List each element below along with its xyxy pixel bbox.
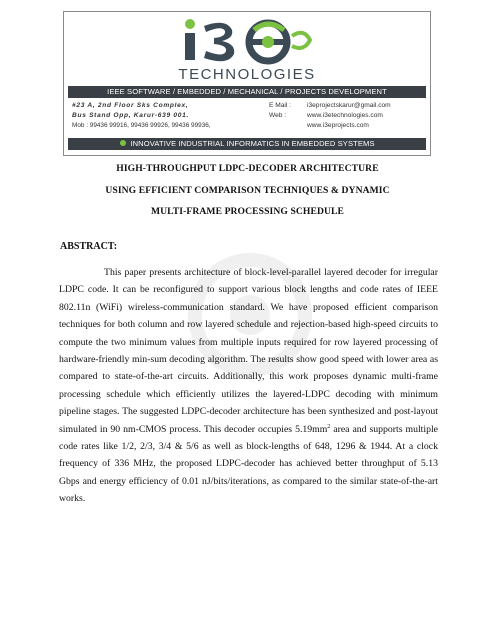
- web-label: Web :: [269, 112, 287, 119]
- address-line: Bus Stand Opp, Karur-639 001.: [72, 112, 190, 119]
- email-label: E Mail :: [269, 102, 291, 109]
- slogan-text: INNOVATIVE INDUSTRIAL INFORMATICS IN EMBEDDED SYSTEMS: [130, 139, 375, 148]
- abstract-text-part-2: area and supports multiple code rates like 1/2, 2/3, 3/4 & 5/6 as well as block-lengths of 648, 1296 & 1944. At a clock frequency of 336 MHz, the proposed LDPC-decoder has achieved better throughput of 5.13 Gbps and energy efficiency of 0.01 nJ/bits/iterations, as compared to the similar state-of-the-art works.: [59, 423, 438, 505]
- letterhead: [63, 11, 431, 156]
- superscript: 2: [327, 423, 331, 430]
- tagline-band: IEEE SOFTWARE / EMBEDDED / MECHANICAL / PROJECTS DEVELOPMENT: [68, 86, 426, 98]
- abstract-heading: ABSTRACT:: [60, 241, 118, 252]
- abstract-body: [59, 264, 438, 508]
- address-line: #23 A, 2nd Floor Sks Complex,: [72, 102, 189, 109]
- title-line-2: USING EFFICIENT COMPARISON TECHNIQUES & DYNAMIC: [105, 185, 390, 196]
- email-row: [269, 101, 429, 111]
- company-logo: [64, 16, 430, 84]
- bullet-icon: [119, 139, 127, 147]
- web-row-2: [269, 121, 429, 131]
- web-row: [269, 111, 429, 121]
- title-line-3: MULTI-FRAME PROCESSING SCHEDULE: [150, 206, 345, 217]
- web-link[interactable]: www.i3eprojects.com: [307, 122, 369, 129]
- web-link[interactable]: www.i3etechnologies.com: [307, 112, 383, 119]
- abstract-text-part-1: This paper presents architecture of block-level-parallel layered decoder for irregular LDPC code. It can be reconfigured to support various block lengths and code rates of IEEE 802.11n (WiFi) wireless-communication standard. We have proposed efficient comparison techniques for both column and row layered schedule and rejection-based high-speed circuits to compute the two minimum values from multiple inputs required for row layered processing of hardware-friendly min-sum decoding algorithm. The results show good speed with lower area as compared to state-of-the-art circuits. Additionally, this work proposes dynamic multi-frame processing schedule which efficiently utilizes the layered-LDPC decoding with minimum pipeline stages. The suggested LDPC-decoder architecture has been synthesized and post-layout simulated in 90 nm-CMOS process. This decoder occupies 5.19mm: [59, 267, 438, 435]
- brand-subtitle: TECHNOLOGIES: [178, 66, 316, 83]
- contact-block: [269, 101, 429, 131]
- email-link[interactable]: i3eprojectskarur@gmail.com: [307, 102, 391, 109]
- address-block: [72, 101, 272, 131]
- title-line-1: HIGH-THROUGHPUT LDPC-DECODER ARCHITECTURE: [116, 163, 379, 174]
- mobile-numbers: Mob : 99436 99916, 99436 99926, 99436 99936,: [72, 122, 211, 129]
- i3e-logo-icon: [180, 16, 316, 66]
- slogan-band: [68, 138, 426, 150]
